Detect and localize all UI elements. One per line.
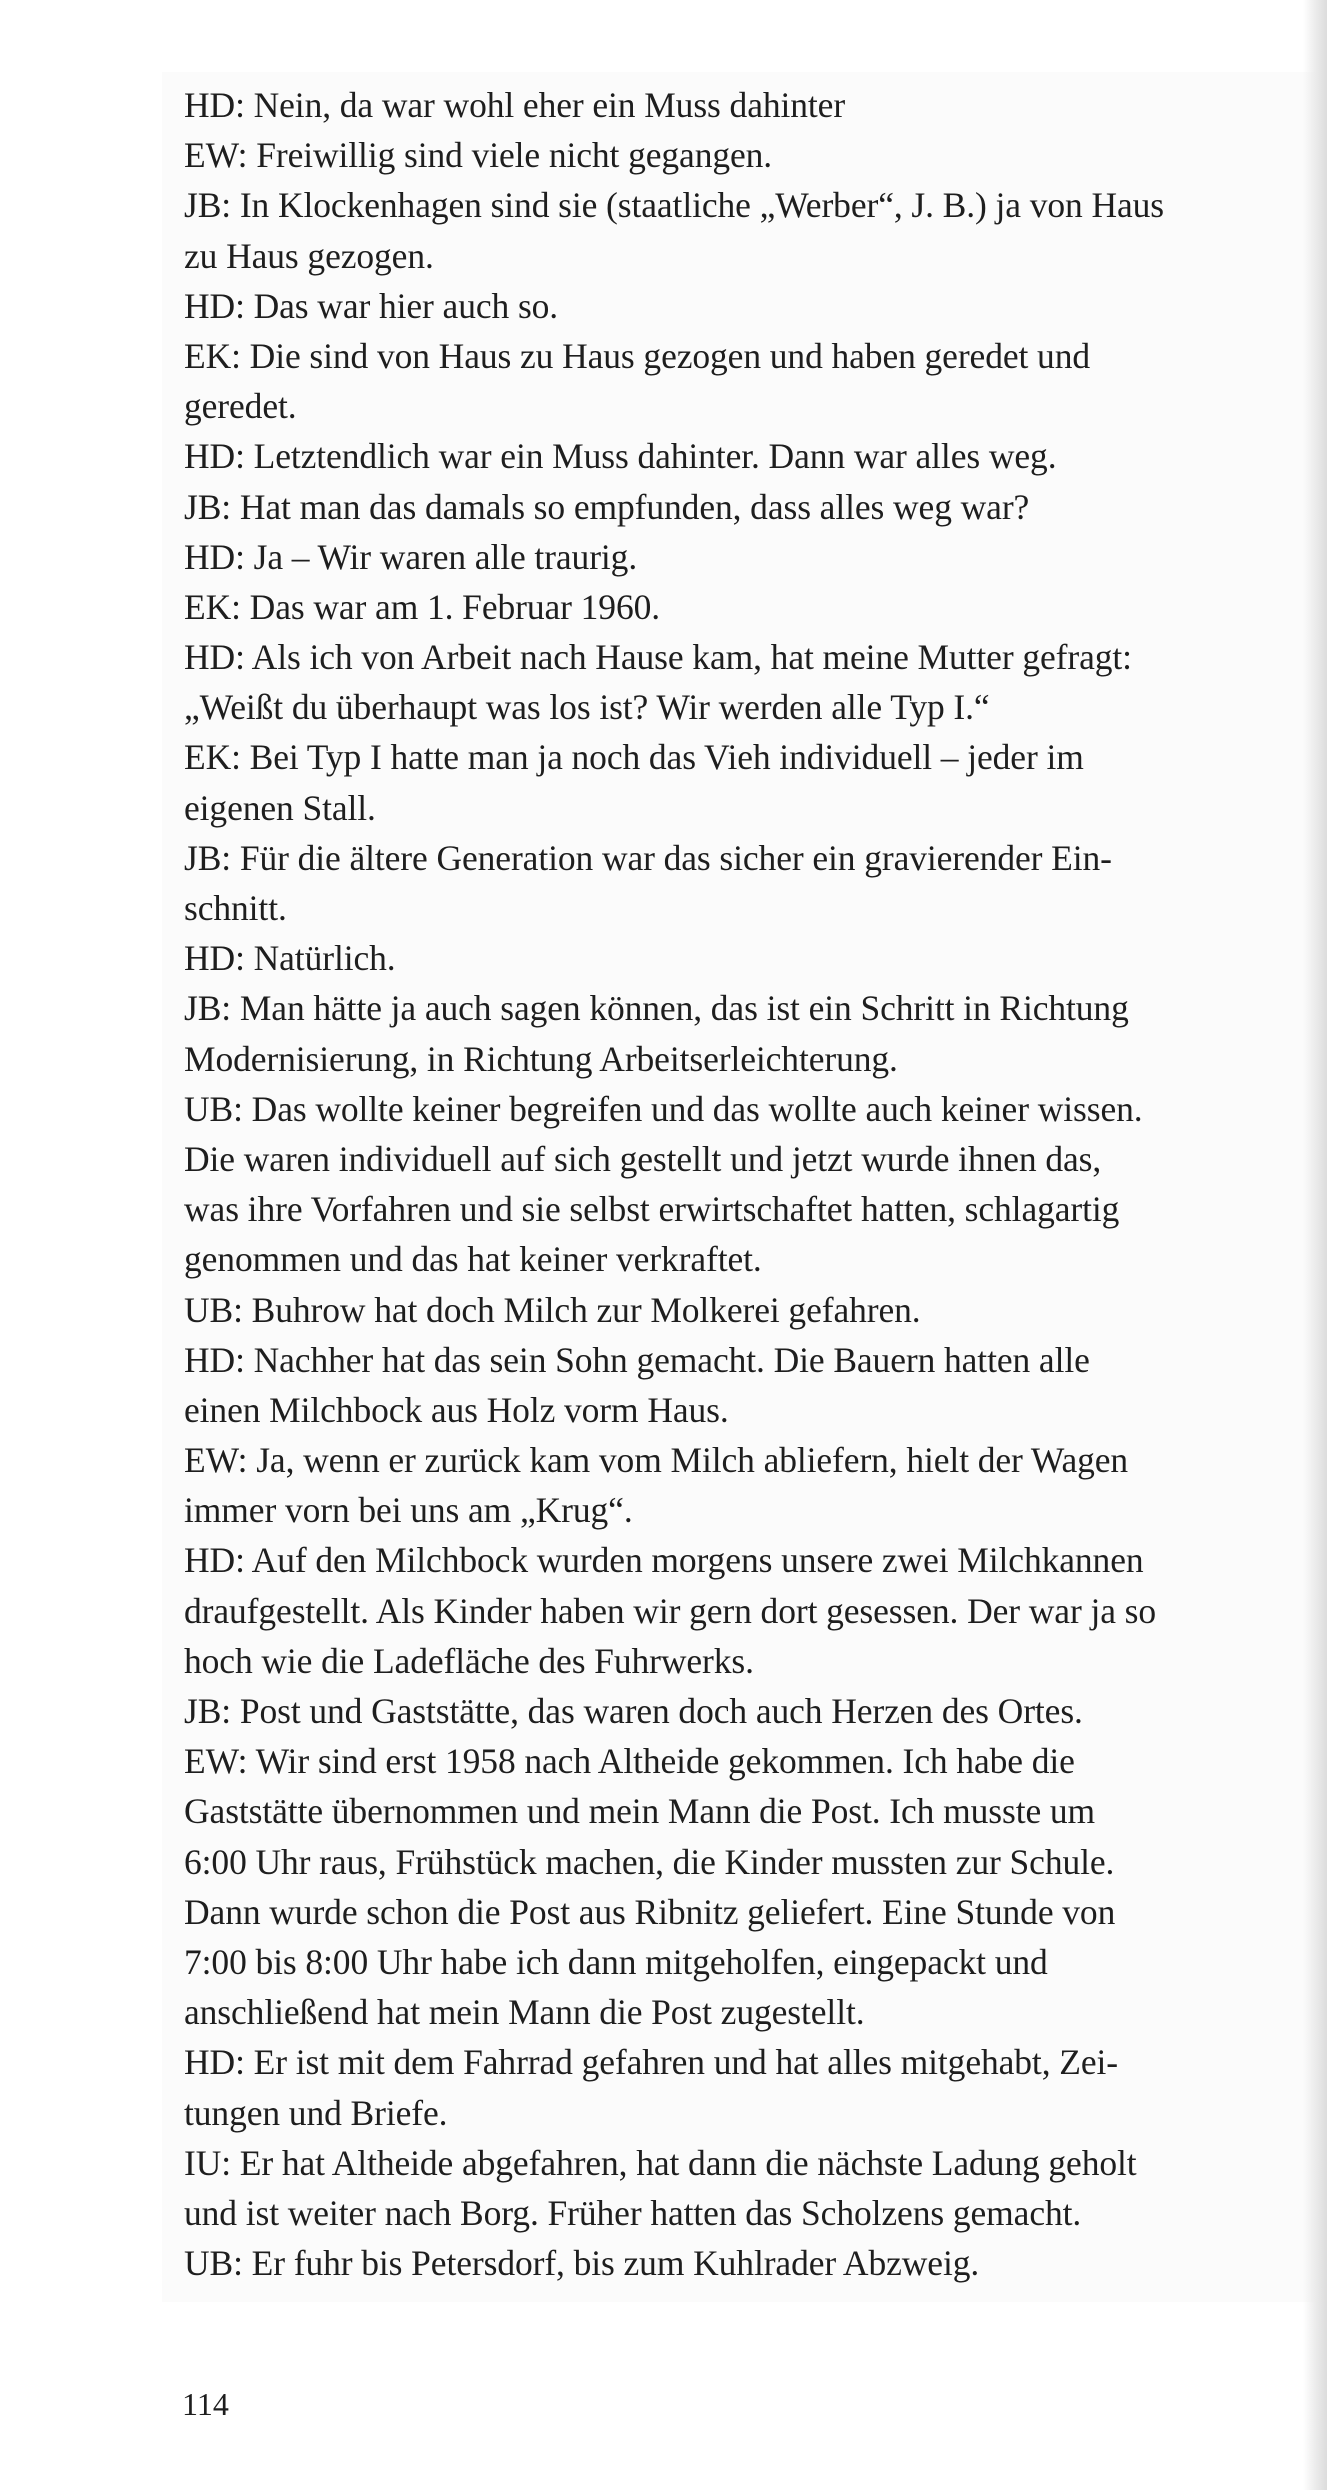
text-line: UB: Das wollte keiner begreifen und das wollte auch keiner wissen. [184, 1088, 1143, 1129]
text-line: HD: Das war hier auch so. [184, 285, 559, 326]
text-line: HD: Er ist mit dem Fahrrad gefahren und hat alles mitgehabt, Zei- [184, 2042, 1118, 2083]
text-line: HD: Ja – Wir waren alle traurig. [184, 536, 638, 577]
text-line: genommen und das hat keiner verkraftet. [184, 1239, 762, 1280]
text-line: anschließend hat mein Mann die Post zugestellt. [184, 1992, 865, 2033]
text-line: eigenen Stall. [184, 787, 376, 828]
text-line: EW: Wir sind erst 1958 nach Altheide gekommen. Ich habe die [184, 1741, 1075, 1782]
text-line: „Weißt du überhaupt was los ist? Wir werden alle Typ I.“ [184, 687, 990, 728]
text-line: HD: Als ich von Arbeit nach Hause kam, hat meine Mutter gefragt: [184, 637, 1132, 678]
text-line: zu Haus gezogen. [184, 235, 434, 276]
text-line: EW: Ja, wenn er zurück kam vom Milch abliefern, hielt der Wagen [184, 1440, 1129, 1481]
text-line: JB: Post und Gaststätte, das waren doch auch Herzen des Ortes. [184, 1691, 1083, 1731]
text-line: 7:00 bis 8:00 Uhr habe ich dann mitgeholfen, eingepackt und [184, 1941, 1048, 1982]
text-line: HD: Nein, da war wohl eher ein Muss dahinter [184, 85, 846, 125]
text-line: HD: Auf den Milchbock wurden morgens unsere zwei Milchkannen [184, 1540, 1144, 1581]
text-line: was ihre Vorfahren und sie selbst erwirtschaftet hatten, schlagartig [184, 1189, 1120, 1230]
text-line: immer vorn bei uns am „Krug“. [184, 1490, 633, 1531]
text-line: Die waren individuell auf sich gestellt und jetzt wurde ihnen das, [184, 1138, 1102, 1179]
text-line: EK: Bei Typ I hatte man ja noch das Vieh individuell – jeder im [184, 737, 1084, 778]
text-line: und ist weiter nach Borg. Früher hatten das Scholzens gemacht. [184, 2192, 1082, 2233]
text-line: 6:00 Uhr raus, Frühstück machen, die Kinder mussten zur Schule. [184, 1841, 1115, 1882]
text-line: EW: Freiwillig sind viele nicht gegangen. [184, 135, 773, 176]
text-line: HD: Letztendlich war ein Muss dahinter. Dann war alles weg. [184, 436, 1057, 477]
text-line: HD: Nachher hat das sein Sohn gemacht. Die Bauern hatten alle [184, 1339, 1090, 1380]
text-line: UB: Buhrow hat doch Milch zur Molkerei gefahren. [184, 1289, 921, 1330]
page-number: 114 [182, 2386, 229, 2422]
text-line: schnitt. [184, 888, 287, 928]
text-line: EK: Das war am 1. Februar 1960. [184, 586, 661, 627]
text-line: Modernisierung, in Richtung Arbeitserleichterung. [184, 1038, 898, 1079]
text-line: Gaststätte übernommen und mein Mann die Post. Ich musste um [184, 1791, 1096, 1832]
text-line: JB: Hat man das damals so empfunden, dass alles weg war? [184, 486, 1030, 527]
text-line: JB: Man hätte ja auch sagen können, das ist ein Schritt in Richtung [184, 988, 1129, 1029]
text-line: HD: Natürlich. [184, 938, 396, 979]
text-line: IU: Er hat Altheide abgefahren, hat dann die nächste Ladung geholt [184, 2142, 1137, 2183]
text-line: geredet. [184, 386, 297, 427]
text-line: tungen und Briefe. [184, 2092, 448, 2133]
text-line: JB: In Klockenhagen sind sie (staatliche „Werber“, J. B.) ja von Haus [184, 185, 1165, 226]
scan-edge-shadow [1303, 0, 1327, 2490]
interview-transcript [184, 80, 1294, 2288]
text-line: EK: Die sind von Haus zu Haus gezogen und haben geredet und [184, 335, 1091, 376]
text-line: Dann wurde schon die Post aus Ribnitz geliefert. Eine Stunde von [184, 1891, 1116, 1932]
text-line: einen Milchbock aus Holz vorm Haus. [184, 1389, 729, 1430]
text-line: UB: Er fuhr bis Petersdorf, bis zum Kuhlrader Abzweig. [184, 2243, 980, 2284]
text-line: JB: Für die ältere Generation war das sicher ein gravierender Ein- [184, 837, 1112, 878]
text-line: hoch wie die Ladefläche des Fuhrwerks. [184, 1640, 754, 1681]
text-line: draufgestellt. Als Kinder haben wir gern dort gesessen. Der war ja so [184, 1590, 1157, 1631]
